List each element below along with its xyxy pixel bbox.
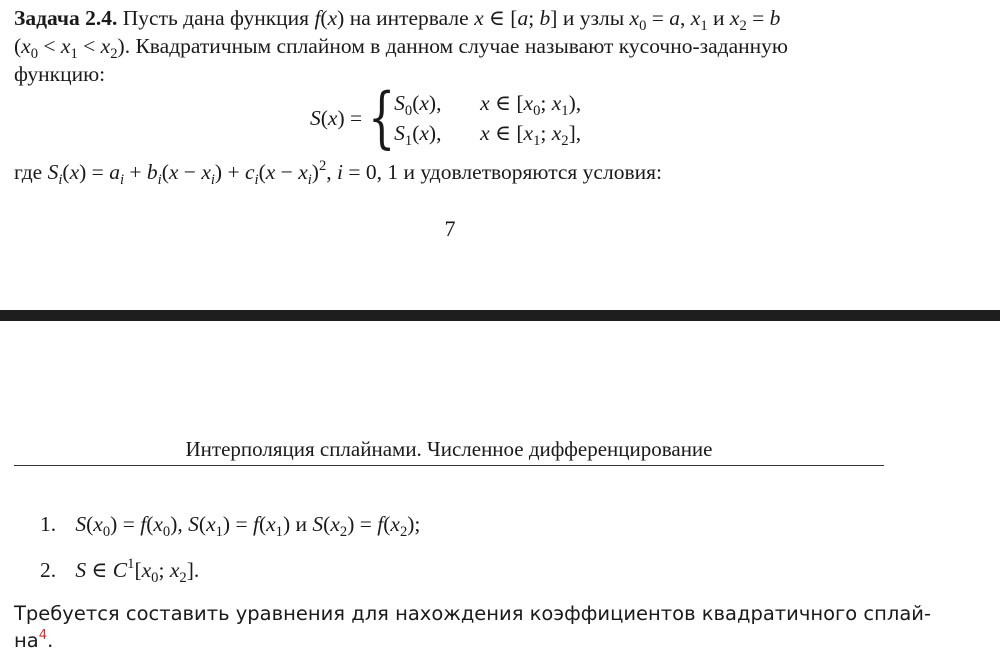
- condition-item-1: 1. $S(x_0) = f(x_0)$, $S(x_1) = f(x_1)$ и $S(x_2) = f(x_2)$;: [40, 512, 421, 541]
- running-header: Интерполяция сплайнами. Численное дифференцирование: [185, 437, 713, 461]
- page-separator: [0, 310, 1000, 321]
- condition-item-2: 2. S ∈ $C^1[x_0$; $x_2$].: [40, 556, 200, 587]
- header-rule: [14, 465, 884, 466]
- page-7-bottom: [0, 0, 1000, 310]
- task-requirement: Требуется составить уравнения для нахождения коэффициентов квадратичного сплай- на$^4$.: [14, 602, 931, 652]
- footnote-ref-4[interactable]: 4: [38, 628, 48, 644]
- task-2-4-statement: Задача 2.4. Пусть дана функция f(x) на интервале x ∈ [a; b] и узлы $x_0 = a$, $x_1$ и $x_2 = b$ $(x_0 < x_1 < x_2)$. Квадратичным сплайном в данном случае называют кусочно-заданную функцию:: [14, 6, 788, 86]
- task-label: Задача 2.4.: [14, 6, 118, 30]
- spline-definition-formula: S(x) = { $S_0(x)$, x ∈ [$x_0$; $x_1$), $S_1(x)$, x ∈ [$x_1$; $x_2$],: [310, 79, 582, 156]
- page-number: 7: [444, 216, 456, 241]
- conditions-intro: где $S_i(x) = a_i + b_i(x - x_i) + c_i(x - x_i)^2$, i = 0, 1 и удовлетворяются условия:: [14, 158, 662, 189]
- left-brace: {: [368, 79, 396, 156]
- case-0: $S_0(x)$, x ∈ [$x_0$; $x_1$),: [394, 91, 582, 120]
- case-1: $S_1(x)$, x ∈ [$x_1$; $x_2$],: [394, 121, 582, 150]
